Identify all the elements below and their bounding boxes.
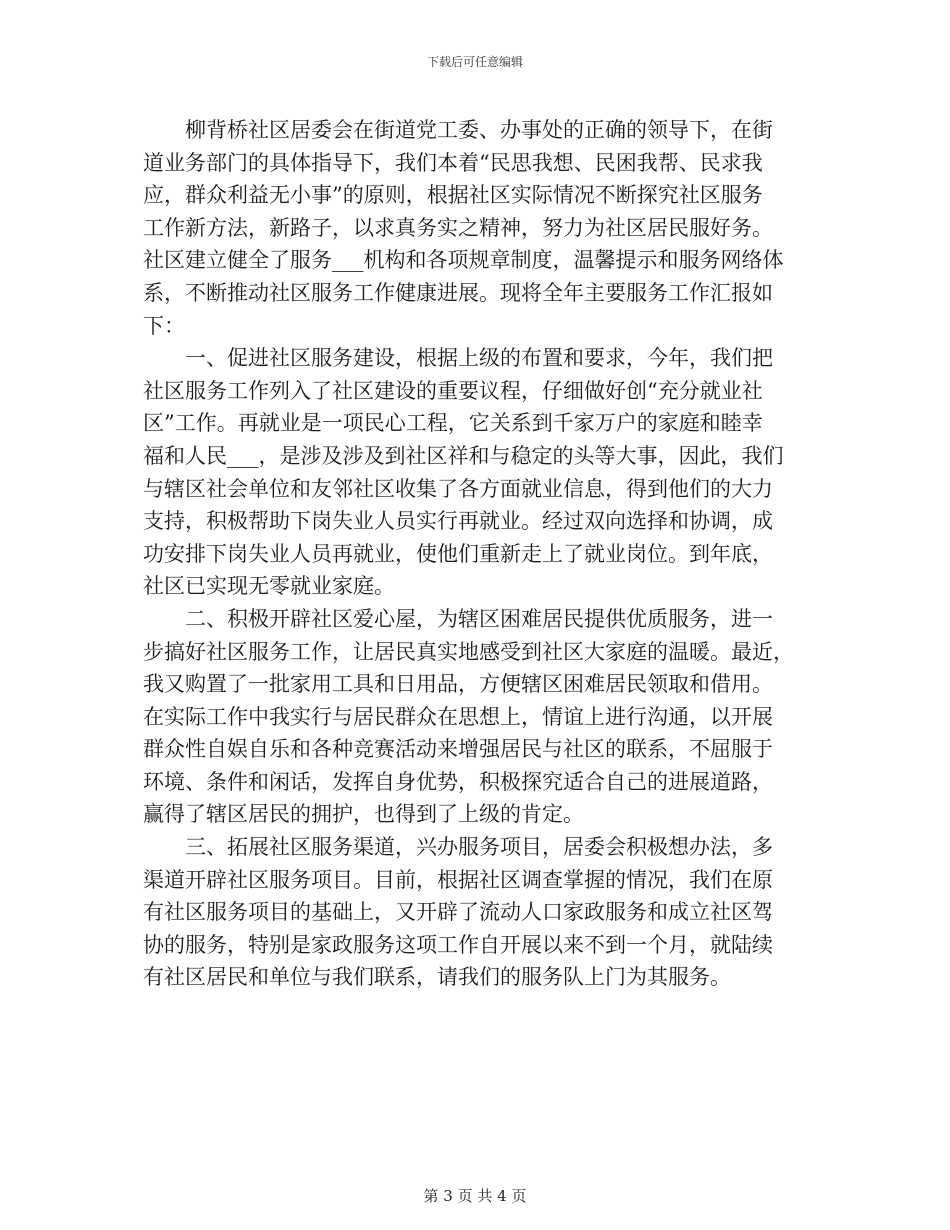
text-line: 社区建立健全了服务___机构和各项规章制度，温馨提示和服务网络体	[143, 248, 784, 273]
text-line: 福和人民___，是涉及涉及到社区祥和与稳定的头等大事，因此，我们	[143, 443, 784, 468]
text-line: 工作新方法，新路子，以求真务实之精神，努力为社区居民服好务。	[143, 215, 773, 240]
page-number: 第 3 页 共 4 页	[423, 1187, 527, 1205]
text-line: 三、拓展社区服务渠道，兴办服务项目，居委会积极想办法，多	[143, 835, 773, 860]
text-line: 有社区居民和单位与我们联系，请我们的服务队上门为其服务。	[143, 965, 731, 990]
paragraph-intro	[143, 114, 803, 342]
text-line: 区”工作。再就业是一项民心工程，它关系到千家万户的家庭和睦幸	[143, 411, 763, 436]
text-line: 社区服务工作列入了社区建设的重要议程，仔细做好创“充分就业社	[143, 378, 763, 403]
text-line: 支持，积极帮助下岗失业人员实行再就业。经过双向选择和协调，成	[143, 509, 773, 534]
text-line: 社区已实现无零就业家庭。	[143, 574, 395, 599]
text-line: 功安排下岗失业人员再就业，使他们重新走上了就业岗位。到年底，	[143, 541, 773, 566]
text-line: 群众性自娱自乐和各种竞赛活动来增强居民与社区的联系，不屈服于	[143, 737, 773, 762]
text-line: 有社区服务项目的基础上，又开辟了流动人口家政服务和成立社区驾	[143, 900, 773, 925]
text-line: 渠道开辟社区服务项目。目前，根据社区调查掌握的情况，我们在原	[143, 867, 773, 892]
text-line: 我又购置了一批家用工具和日用品，方便辖区困难居民领取和借用。	[143, 672, 773, 697]
page-header-note: 下载后可任意编辑	[426, 55, 523, 69]
text-line: 下：	[143, 313, 185, 338]
text-line: 与辖区社会单位和友邻社区收集了各方面就业信息，得到他们的大力	[143, 476, 773, 501]
text-line: 系，不断推动社区服务工作健康进展。现将全年主要服务工作汇报如	[143, 280, 773, 305]
document-body	[143, 114, 803, 994]
text-line: 二、积极开辟社区爱心屋，为辖区困难居民提供优质服务，进一	[143, 606, 773, 631]
paragraph-section-1	[143, 342, 803, 603]
text-line: 在实际工作中我实行与居民群众在思想上，情谊上进行沟通，以开展	[143, 704, 773, 729]
paragraph-section-2	[143, 603, 803, 831]
text-line: 赢得了辖区居民的拥护，也得到了上级的肯定。	[143, 802, 584, 827]
text-line: 应，群众利益无小事”的原则，根据社区实际情况不断探究社区服务	[143, 183, 763, 208]
text-line: 柳背桥社区居委会在街道党工委、办事处的正确的领导下，在街	[143, 118, 773, 142]
paragraph-section-3	[143, 831, 803, 994]
text-line: 一、促进社区服务建设，根据上级的布置和要求，今年，我们把	[143, 346, 773, 371]
text-line: 步搞好社区服务工作，让居民真实地感受到社区大家庭的温暖。最近，	[143, 639, 794, 664]
text-line: 道业务部门的具体指导下，我们本着“民思我想、民困我帮、民求我	[143, 150, 763, 175]
text-line: 环境、条件和闲话，发挥自身优势，积极探究适合自己的进展道路，	[143, 769, 773, 794]
text-line: 协的服务，特别是家政服务这项工作自开展以来不到一个月，就陆续	[143, 932, 773, 957]
